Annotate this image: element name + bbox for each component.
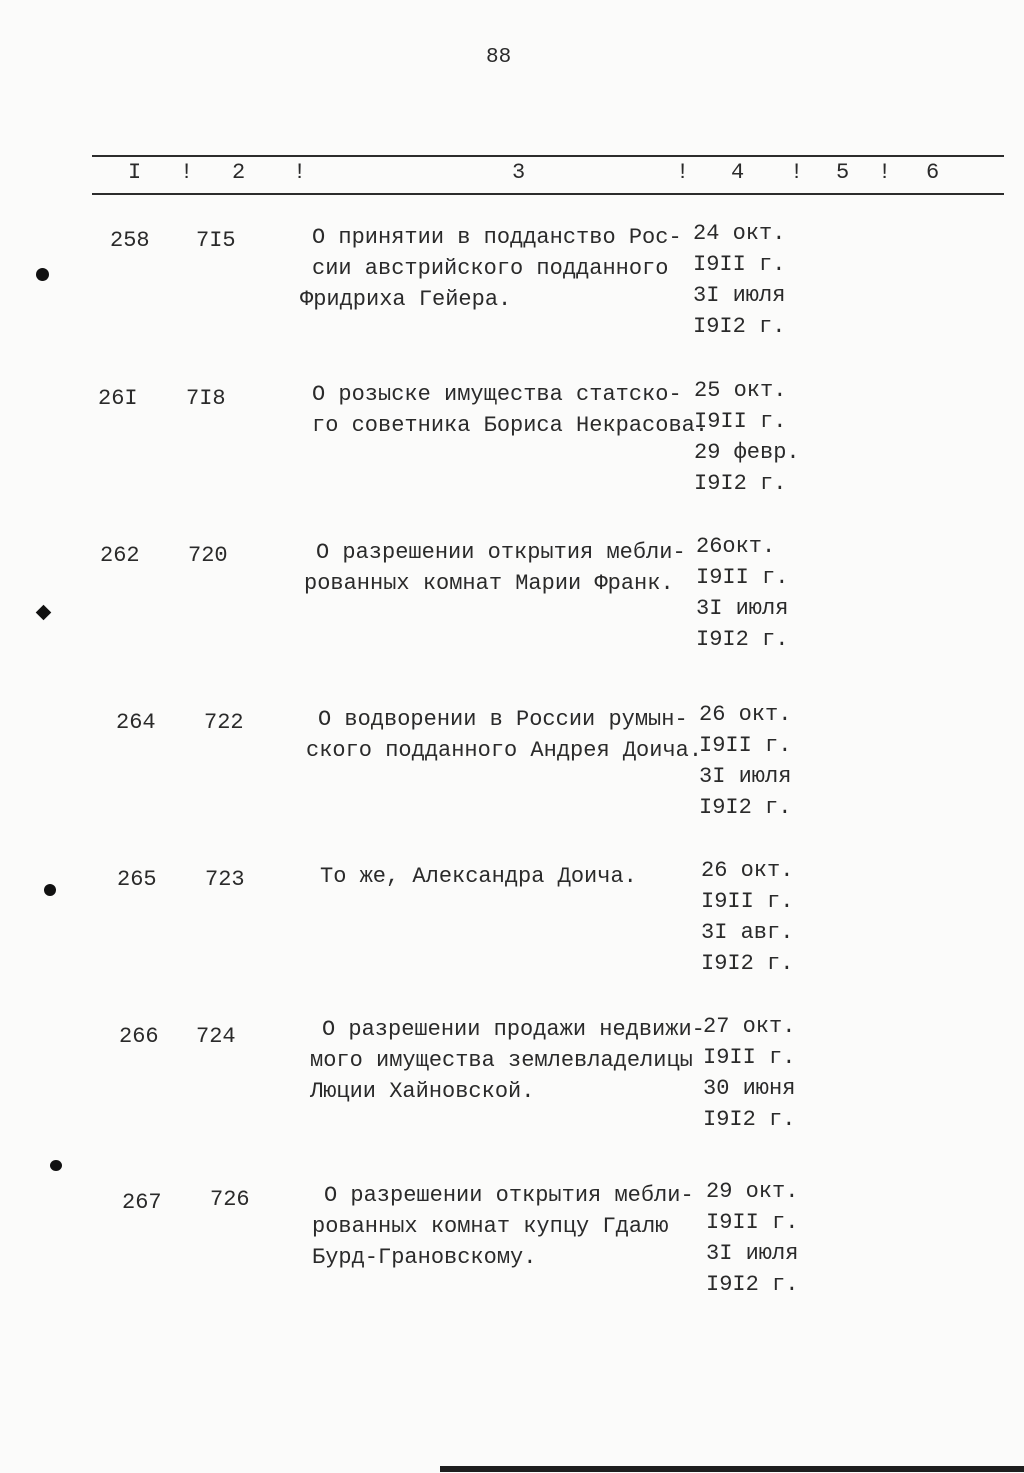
punch-hole-mark [36,268,49,281]
header-col-2: 2 [232,160,246,185]
date-line: 3I июля [699,764,792,789]
description-line: мого имущества землевладелицы [310,1048,693,1073]
header-separator: ! [293,160,307,185]
date-line: 25 окт. [694,378,787,403]
date-line: I9I2 г. [693,314,786,339]
description-line: рованных комнат купцу Гдалю [312,1214,669,1239]
row-code: 726 [210,1187,250,1212]
date-line: I9I2 г. [694,471,787,496]
date-line: 3I июля [696,596,789,621]
row-code: 720 [188,543,228,568]
row-code: 7I8 [186,386,226,411]
row-dates [701,855,793,979]
row-number: 26I [98,386,138,411]
description-line: То же, Александра Доича. [320,864,637,889]
date-line: 27 окт. [703,1014,796,1039]
date-line: I9II г. [703,1045,796,1070]
date-line: 3I авг. [701,920,794,945]
header-separator: ! [790,160,804,185]
table-header-rule [92,193,1004,195]
row-number: 258 [110,228,150,253]
date-line: I9II г. [694,409,787,434]
page-number: 88 [486,46,512,69]
row-code: 7I5 [196,228,236,253]
description-line: рованных комнат Марии Франк. [304,571,674,596]
punch-hole-mark [44,884,56,896]
description-line: Бурд-Грановскому. [312,1245,537,1270]
date-line: I9I2 г. [696,627,789,652]
date-line: 24 окт. [693,221,786,246]
punch-hole-mark [50,1160,62,1171]
header-col-3: 3 [512,160,526,185]
row-number: 267 [122,1190,162,1215]
bottom-edge-shadow [440,1466,1024,1472]
date-line: 3I июля [693,283,786,308]
row-number: 266 [119,1024,159,1049]
description-line: Фридриха Гейера. [300,287,512,312]
row-dates [703,1011,795,1135]
row-dates [706,1176,798,1300]
row-description [300,379,708,441]
table-top-rule [92,155,1004,157]
header-col-6: 6 [926,160,940,185]
row-dates [694,375,800,499]
description-line: О разрешении продажи недвижи- [322,1017,705,1042]
description-line: сии австрийского подданного [312,256,669,281]
row-description [306,704,702,766]
header-col-1: I [128,160,142,185]
row-description [304,537,686,599]
row-description [300,222,682,315]
date-line: 30 июня [703,1076,796,1101]
row-description [320,861,637,892]
header-col-4: 4 [731,160,745,185]
description-line: го советника Бориса Некрасова. [312,413,709,438]
date-line: 26 окт. [699,702,792,727]
row-number: 262 [100,543,140,568]
description-line: О водворении в России румын- [318,707,688,732]
description-line: Люции Хайновской. [310,1079,535,1104]
header-separator: ! [676,160,690,185]
row-number: 265 [117,867,157,892]
date-line: 3I июля [706,1241,799,1266]
date-line: I9II г. [696,565,789,590]
header-separator: ! [180,160,194,185]
row-code: 722 [204,710,244,735]
row-code: 724 [196,1024,236,1049]
header-separator: ! [878,160,892,185]
description-line: О розыске имущества статско- [312,382,682,407]
date-line: I9II г. [699,733,792,758]
date-line: 29 окт. [706,1179,799,1204]
date-line: I9I2 г. [701,951,794,976]
date-line: I9I2 г. [706,1272,799,1297]
row-dates [699,699,791,823]
row-number: 264 [116,710,156,735]
date-line: I9II г. [706,1210,799,1235]
row-dates [693,218,785,342]
description-line: О разрешении открытия мебли- [316,540,686,565]
date-line: 26окт. [696,534,776,559]
date-line: I9I2 г. [703,1107,796,1132]
date-line: 26 окт. [701,858,794,883]
description-line: О принятии в подданство Рос- [312,225,682,250]
date-line: I9II г. [693,252,786,277]
row-description [312,1180,694,1273]
description-line: ского подданного Андрея Доича. [306,738,703,763]
punch-hole-mark [36,605,52,621]
date-line: 29 февр. [694,440,800,465]
date-line: I9II г. [701,889,794,914]
description-line: О разрешении открытия мебли- [324,1183,694,1208]
row-code: 723 [205,867,245,892]
row-description [310,1014,705,1107]
header-col-5: 5 [836,160,850,185]
row-dates [696,531,788,655]
date-line: I9I2 г. [699,795,792,820]
